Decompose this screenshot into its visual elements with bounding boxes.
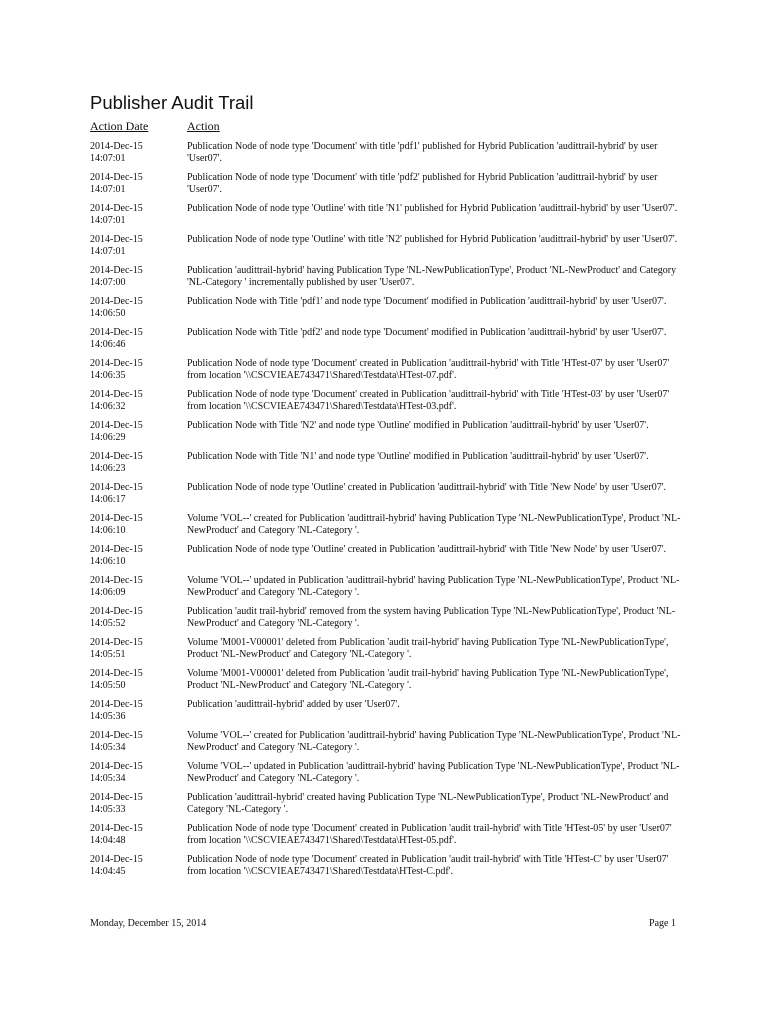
- audit-entry-row: [0, 792, 768, 823]
- action-time: 14:07:00: [90, 277, 126, 288]
- action-date: 2014-Dec-15: [90, 761, 143, 772]
- action-description: Volume 'VOL--' updated in Publication 'audittrail-hybrid' having Publication Type 'NL-NewPublicationType', Product 'NL-NewProduct' and Category 'NL-Category '.: [187, 575, 680, 598]
- action-time: 14:05:51: [90, 649, 126, 660]
- audit-entry-row: [0, 854, 768, 885]
- action-date-cell: [90, 389, 182, 413]
- action-date: 2014-Dec-15: [90, 172, 143, 183]
- action-date-cell: [90, 637, 182, 661]
- action-date: 2014-Dec-15: [90, 482, 143, 493]
- action-date: 2014-Dec-15: [90, 451, 143, 462]
- action-time: 14:06:10: [90, 556, 126, 567]
- action-description: Volume 'M001-V00001' deleted from Publication 'audit trail-hybrid' having Publication Type 'NL-NewPublicationType', Product 'NL-NewProduct' and Category 'NL-Category '.: [187, 637, 669, 660]
- action-date: 2014-Dec-15: [90, 823, 143, 834]
- audit-entry-row: [0, 699, 768, 730]
- action-date-cell: [90, 172, 182, 196]
- action-description: Publication Node of node type 'Outline' created in Publication 'audittrail-hybrid' with Title 'New Node' by user 'User07'.: [187, 482, 667, 493]
- action-description: Publication Node of node type 'Outline' created in Publication 'audittrail-hybrid' with Title 'New Node' by user 'User07'.: [187, 544, 667, 555]
- action-date-cell: [90, 699, 182, 723]
- action-description: Publication Node with Title 'N1' and node type 'Outline' modified in Publication 'audittrail-hybrid' by user 'User07'.: [187, 451, 649, 462]
- action-date: 2014-Dec-15: [90, 544, 143, 555]
- action-description: Publication 'audittrail-hybrid' added by user 'User07'.: [187, 699, 400, 710]
- audit-entry-row: [0, 141, 768, 172]
- audit-entry-row: [0, 389, 768, 420]
- action-date: 2014-Dec-15: [90, 854, 143, 865]
- action-time: 14:05:34: [90, 773, 126, 784]
- audit-entry-row: [0, 451, 768, 482]
- action-date-cell: [90, 482, 182, 506]
- action-date: 2014-Dec-15: [90, 203, 143, 214]
- action-description: Volume 'VOL--' created for Publication 'audittrail-hybrid' having Publication Type 'NL-NewPublicationType', Product 'NL-NewProduct' and Category 'NL-Category '.: [187, 513, 681, 536]
- action-date-cell: [90, 141, 182, 165]
- action-date-cell: [90, 451, 182, 475]
- audit-entry-row: [0, 234, 768, 265]
- audit-entry-row: [0, 575, 768, 606]
- audit-entry-row: [0, 327, 768, 358]
- audit-entry-row: [0, 668, 768, 699]
- audit-entry-row: [0, 172, 768, 203]
- audit-entry-list: [0, 141, 768, 885]
- action-date-cell: [90, 668, 182, 692]
- audit-entry-row: [0, 730, 768, 761]
- action-time: 14:05:34: [90, 742, 126, 753]
- audit-entry-row: [0, 482, 768, 513]
- action-date-cell: [90, 420, 182, 444]
- action-date: 2014-Dec-15: [90, 513, 143, 524]
- audit-entry-row: [0, 606, 768, 637]
- action-date: 2014-Dec-15: [90, 265, 143, 276]
- action-date-cell: [90, 823, 182, 847]
- action-time: 14:07:01: [90, 184, 126, 195]
- action-description: Publication Node of node type 'Outline' with title 'N1' published for Hybrid Publication 'audittrail-hybrid' by user 'User07'.: [187, 203, 678, 214]
- action-time: 14:04:48: [90, 835, 126, 846]
- action-description: Publication Node of node type 'Document' created in Publication 'audit trail-hybrid' with Title 'HTest-C' by user 'User07' from location '\\CSCVIEAE743471\Shared\Testdata\HTest-C.pdf'.: [187, 854, 669, 877]
- action-description: Publication 'audittrail-hybrid' created having Publication Type 'NL-NewPublicationType', Product 'NL-NewProduct' and Category 'NL-Category '.: [187, 792, 669, 815]
- action-date: 2014-Dec-15: [90, 141, 143, 152]
- action-date: 2014-Dec-15: [90, 575, 143, 586]
- action-time: 14:05:50: [90, 680, 126, 691]
- audit-entry-row: [0, 296, 768, 327]
- action-date-cell: [90, 761, 182, 785]
- action-date: 2014-Dec-15: [90, 792, 143, 803]
- action-date-cell: [90, 234, 182, 258]
- action-date: 2014-Dec-15: [90, 668, 143, 679]
- action-date-cell: [90, 575, 182, 599]
- action-date-cell: [90, 265, 182, 289]
- action-description: Volume 'VOL--' created for Publication 'audittrail-hybrid' having Publication Type 'NL-NewPublicationType', Product 'NL-NewProduct' and Category 'NL-Category '.: [187, 730, 681, 753]
- action-time: 14:06:35: [90, 370, 126, 381]
- action-description: Publication Node of node type 'Document' with title 'pdf1' published for Hybrid Publication 'audittrail-hybrid' by user 'User07'.: [187, 141, 658, 164]
- action-description: Publication Node of node type 'Document' with title 'pdf2' published for Hybrid Publication 'audittrail-hybrid' by user 'User07'.: [187, 172, 658, 195]
- audit-entry-row: [0, 637, 768, 668]
- page-title: Publisher Audit Trail: [90, 92, 254, 113]
- footer-date: Monday, December 15, 2014: [90, 918, 207, 929]
- action-description: Publication 'audittrail-hybrid' having Publication Type 'NL-NewPublicationType', Product 'NL-NewProduct' and Category 'NL-Category ' incrementally published by user 'User07'.: [187, 265, 677, 288]
- action-time: 14:05:33: [90, 804, 126, 815]
- audit-entry-row: [0, 544, 768, 575]
- action-time: 14:06:46: [90, 339, 126, 350]
- audit-entry-row: [0, 358, 768, 389]
- column-header-action-date: Action Date: [90, 119, 149, 133]
- action-date-cell: [90, 854, 182, 878]
- action-time: 14:07:01: [90, 215, 126, 226]
- action-date-cell: [90, 544, 182, 568]
- action-date: 2014-Dec-15: [90, 730, 143, 741]
- action-time: 14:06:10: [90, 525, 126, 536]
- audit-entry-row: [0, 265, 768, 296]
- action-description: Volume 'M001-V00001' deleted from Publication 'audit trail-hybrid' having Publication Type 'NL-NewPublicationType', Product 'NL-NewProduct' and Category 'NL-Category '.: [187, 668, 669, 691]
- action-time: 14:06:32: [90, 401, 126, 412]
- action-date: 2014-Dec-15: [90, 358, 143, 369]
- action-date-cell: [90, 792, 182, 816]
- action-time: 14:06:29: [90, 432, 126, 443]
- action-description: Publication Node of node type 'Document' created in Publication 'audittrail-hybrid' with Title 'HTest-03' by user 'User07' from location '\\CSCVIEAE743471\Shared\Testdata\HTest-03.pdf'.: [187, 389, 670, 412]
- action-time: 14:06:50: [90, 308, 126, 319]
- action-date-cell: [90, 513, 182, 537]
- action-time: 14:05:52: [90, 618, 126, 629]
- action-description: Publication Node with Title 'pdf1' and node type 'Document' modified in Publication 'audittrail-hybrid' by user 'User07'.: [187, 296, 667, 307]
- action-date: 2014-Dec-15: [90, 234, 143, 245]
- action-date: 2014-Dec-15: [90, 637, 143, 648]
- page-number: Page 1: [649, 918, 676, 929]
- action-description: Publication Node of node type 'Document' created in Publication 'audit trail-hybrid' with Title 'HTest-05' by user 'User07' from location '\\CSCVIEAE743471\Shared\Testdata\HTest-05.pdf'.: [187, 823, 672, 846]
- action-description: Volume 'VOL--' updated in Publication 'audittrail-hybrid' having Publication Type 'NL-NewPublicationType', Product 'NL-NewProduct' and Category 'NL-Category '.: [187, 761, 680, 784]
- action-time: 14:06:09: [90, 587, 126, 598]
- action-description: Publication Node with Title 'N2' and node type 'Outline' modified in Publication 'audittrail-hybrid' by user 'User07'.: [187, 420, 649, 431]
- action-time: 14:05:36: [90, 711, 126, 722]
- audit-entry-row: [0, 420, 768, 451]
- audit-entry-row: [0, 513, 768, 544]
- audit-entry-row: [0, 203, 768, 234]
- action-date-cell: [90, 606, 182, 630]
- audit-entry-row: [0, 761, 768, 792]
- action-time: 14:04:45: [90, 866, 126, 877]
- action-date: 2014-Dec-15: [90, 699, 143, 710]
- action-date-cell: [90, 730, 182, 754]
- action-date-cell: [90, 296, 182, 320]
- action-description: Publication 'audit trail-hybrid' removed from the system having Publication Type 'NL-NewPublicationType', Product 'NL-NewProduct' and Category 'NL-Category '.: [187, 606, 676, 629]
- action-date: 2014-Dec-15: [90, 327, 143, 338]
- action-date: 2014-Dec-15: [90, 389, 143, 400]
- action-date-cell: [90, 358, 182, 382]
- action-description: Publication Node with Title 'pdf2' and node type 'Document' modified in Publication 'audittrail-hybrid' by user 'User07'.: [187, 327, 667, 338]
- action-time: 14:07:01: [90, 153, 126, 164]
- column-header-action: Action: [187, 119, 220, 133]
- action-date: 2014-Dec-15: [90, 420, 143, 431]
- action-date: 2014-Dec-15: [90, 606, 143, 617]
- action-description: Publication Node of node type 'Document' created in Publication 'audittrail-hybrid' with Title 'HTest-07' by user 'User07' from location '\\CSCVIEAE743471\Shared\Testdata\HTest-07.pdf'.: [187, 358, 670, 381]
- action-time: 14:06:17: [90, 494, 126, 505]
- action-date: 2014-Dec-15: [90, 296, 143, 307]
- action-description: Publication Node of node type 'Outline' with title 'N2' published for Hybrid Publication 'audittrail-hybrid' by user 'User07'.: [187, 234, 678, 245]
- action-date-cell: [90, 327, 182, 351]
- action-date-cell: [90, 203, 182, 227]
- action-time: 14:07:01: [90, 246, 126, 257]
- audit-entry-row: [0, 823, 768, 854]
- action-time: 14:06:23: [90, 463, 126, 474]
